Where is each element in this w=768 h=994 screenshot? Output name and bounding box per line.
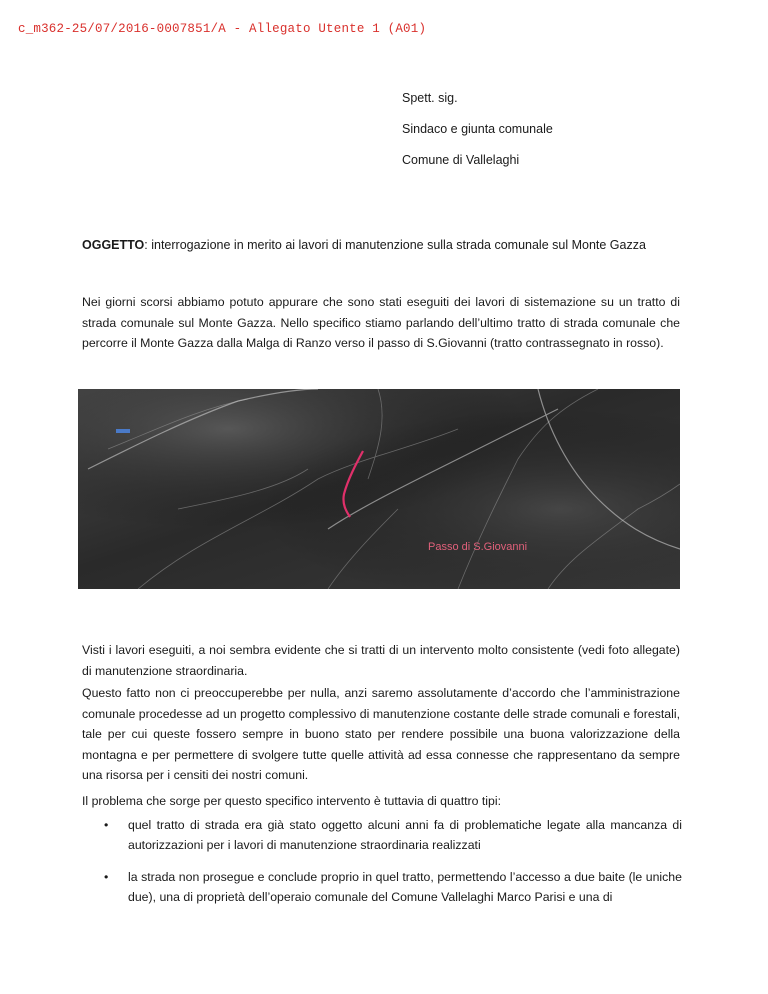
body-paragraph-1: Nei giorni scorsi abbiamo potuto appurare che sono stati eseguiti dei lavori di sistemazione su un tratto di strada comunale sul Monte Gazza. Nello specifico stiamo parlando dell’ultimo tratto di strada comunale che percorre il Monte Gazza dalla Malga di Ranzo verso il passo di S.Giovanni (tratto contrassegnato in rosso). — [82, 295, 680, 350]
subject-text: : interrogazione in merito ai lavori di manutenzione sulla strada comunale sul Monte Gazza — [144, 238, 646, 252]
issues-list — [82, 815, 682, 919]
protocol-stamp: c_m362-25/07/2016-0007851/A - Allegato Utente 1 (A01) — [18, 22, 427, 36]
body-paragraph-4: Il problema che sorge per questo specifico intervento è tuttavia di quattro tipi: — [82, 794, 502, 808]
map-label-passo: Passo di S.Giovanni — [428, 541, 528, 553]
body-paragraph-3: Questo fatto non ci preoccuperebbe per nulla, anzi saremo assolutamente d’accordo che l’amministrazione comunale procedesse ad un progetto complessivo di manutenzione costante delle strade comunali e forestali, tale per cui queste fossero sempre in buono stato per rendere possibile una buona valorizzazione della montagna e per permettere di svolgere tutte quelle attività ad essa connesse che rappresentano da sempre una risorsa per i censiti dei nostri comuni. — [82, 686, 680, 782]
addressee-salutation: Spett. sig. — [402, 91, 458, 105]
list-item-text: la strada non prosegue e conclude proprio in quel tratto, permettendo l’accesso a due baite (le uniche due), una di proprietà dell’operaio comunale del Comune Vallelaghi Marco Parisi e una di — [128, 870, 682, 904]
map-marker-icon — [116, 429, 130, 433]
subject-line — [82, 238, 646, 252]
bullet-icon: • — [104, 818, 109, 832]
addressee-recipient: Sindaco e giunta comunale — [402, 122, 553, 136]
list-item — [82, 815, 682, 855]
addressee-municipality: Comune di Vallelaghi — [402, 153, 520, 167]
body-paragraph-2: Visti i lavori eseguiti, a noi sembra evidente che si tratti di un intervento molto consistente (vedi foto allegate) di manutenzione straordinaria. — [82, 643, 680, 678]
subject-label: OGGETTO — [82, 238, 145, 252]
list-item — [82, 867, 682, 907]
map-terrain — [78, 389, 680, 589]
list-item-text: quel tratto di strada era già stato oggetto alcuni anni fa di problematiche legate alla mancanza di autorizzazioni per i lavori di manutenzione straordinaria realizzati — [128, 818, 682, 852]
addressee-block — [402, 91, 553, 184]
satellite-map-image — [78, 389, 680, 589]
bullet-icon: • — [104, 870, 109, 884]
